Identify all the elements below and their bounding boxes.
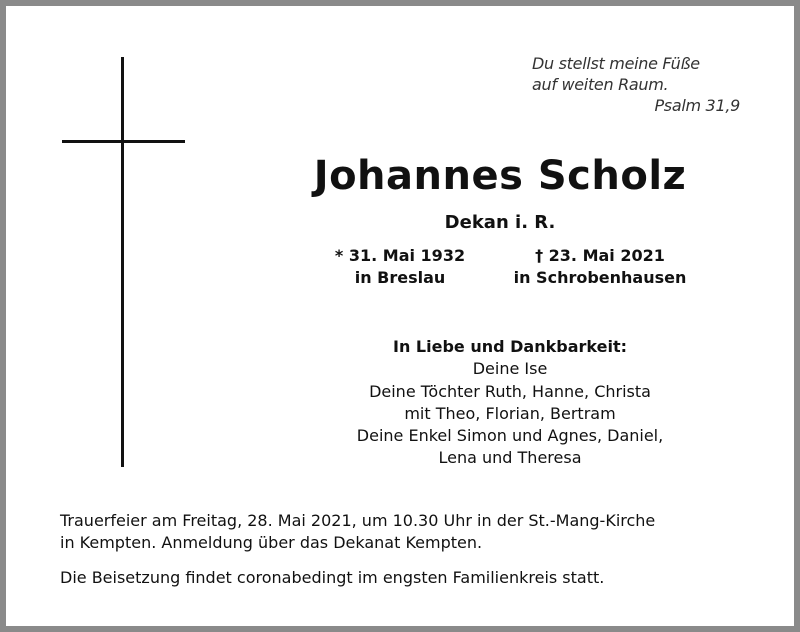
cross-vertical-bar	[121, 57, 124, 467]
mourner-line: Deine Ise	[472, 359, 548, 379]
mourners-heading: In Liebe und Dankbarkeit:	[393, 337, 627, 356]
burial-info: Die Beisetzung findet coronabedingt im engsten Familienkreis statt.	[60, 568, 605, 587]
birth-date: * 31. Mai 1932	[334, 246, 466, 265]
verse-line-2: auf weiten Raum.	[532, 75, 669, 94]
service-line-2: in Kempten. Anmeldung über das Dekanat Kempten.	[60, 533, 483, 552]
deceased-name: Johannes Scholz	[313, 153, 687, 199]
mourner-line: Deine Töchter Ruth, Hanne, Christa	[369, 381, 651, 401]
service-line-1: Trauerfeier am Freitag, 28. Mai 2021, um 10.30 Uhr in der St.-Mang-Kirche	[60, 511, 656, 530]
mourner-line: mit Theo, Florian, Bertram	[404, 403, 616, 423]
verse-line-1: Du stellst meine Füße	[532, 54, 700, 73]
death-info	[500, 245, 700, 289]
verse-source: Psalm 31,9	[654, 96, 740, 115]
cross-horizontal-bar	[62, 140, 185, 143]
mourner-line: Lena und Theresa	[438, 448, 582, 468]
birth-place: in Breslau	[354, 268, 446, 287]
birth-info	[318, 245, 482, 289]
deceased-title: Dekan i. R.	[444, 212, 556, 233]
bible-verse	[532, 53, 742, 116]
mourner-line: Deine Enkel Simon und Agnes, Daniel,	[356, 426, 664, 446]
mourners-list	[300, 336, 720, 470]
service-info	[60, 510, 760, 554]
death-date: † 23. Mai 2021	[535, 246, 665, 265]
death-place: in Schrobenhausen	[513, 268, 687, 287]
